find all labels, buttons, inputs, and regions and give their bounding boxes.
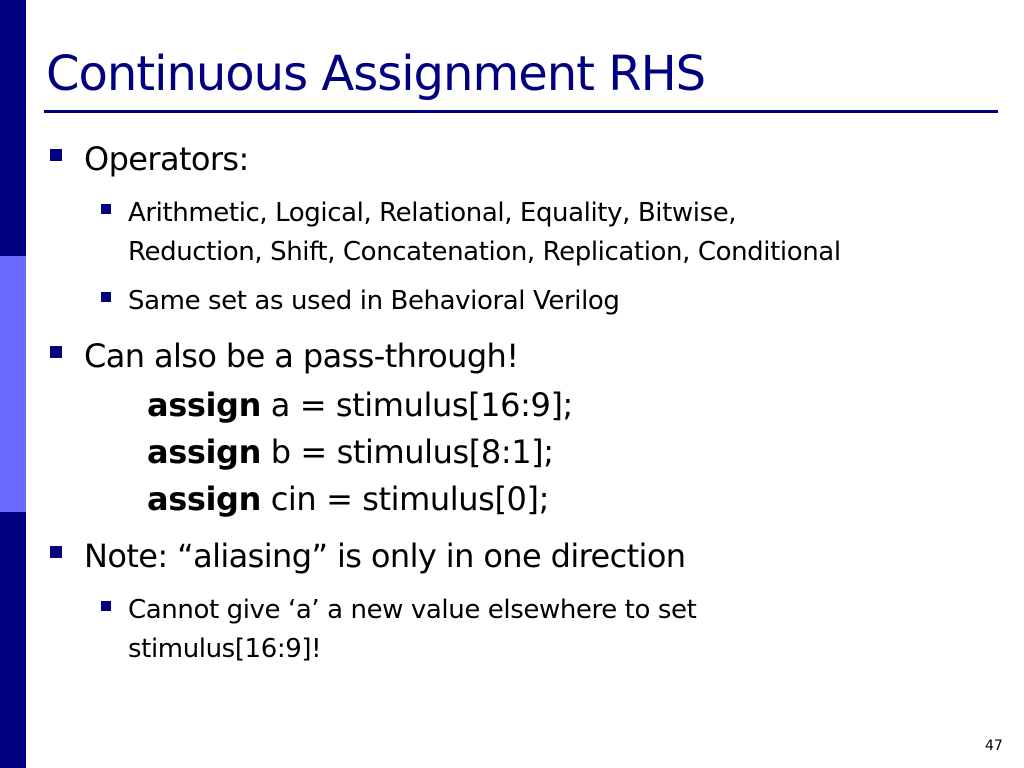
code-line [147,428,554,476]
square-bullet-icon [50,149,62,161]
code-keyword: assign [147,386,261,424]
sub-bullet-text: stimulus[16:9]! [128,634,322,664]
code-expression: b = stimulus[8:1]; [260,433,554,471]
sub-bullet-text: Cannot give ‘a’ a new value elsewhere to set [128,595,697,625]
accent-bar-bottom-segment [0,512,26,768]
code-line [147,381,573,429]
square-bullet-icon [101,292,111,302]
sub-bullet-text: Arithmetic, Logical, Relational, Equality, Bitwise, [128,198,737,228]
square-bullet-icon [101,204,111,214]
square-bullet-icon [50,346,62,358]
code-line [147,475,549,523]
code-expression: cin = stimulus[0]; [260,480,549,518]
accent-bar-top-segment [0,0,26,256]
left-accent-bar [0,0,26,768]
square-bullet-icon [101,601,111,611]
title-underline [44,110,998,113]
code-keyword: assign [147,433,261,471]
square-bullet-icon [50,546,62,558]
bullet-text: Can also be a pass-through! [84,337,519,375]
slide-number: 47 [985,738,1003,754]
code-keyword: assign [147,480,261,518]
accent-bar-middle-segment [0,256,26,512]
sub-bullet-text: Same set as used in Behavioral Verilog [128,286,620,316]
slide-title: Continuous Assignment RHS [46,46,706,102]
bullet-text: Note: “aliasing” is only in one direction [84,537,686,575]
sub-bullet-text: Reduction, Shift, Concatenation, Replication, Conditional [128,237,841,267]
code-expression: a = stimulus[16:9]; [260,386,573,424]
bullet-text: Operators: [84,140,249,178]
